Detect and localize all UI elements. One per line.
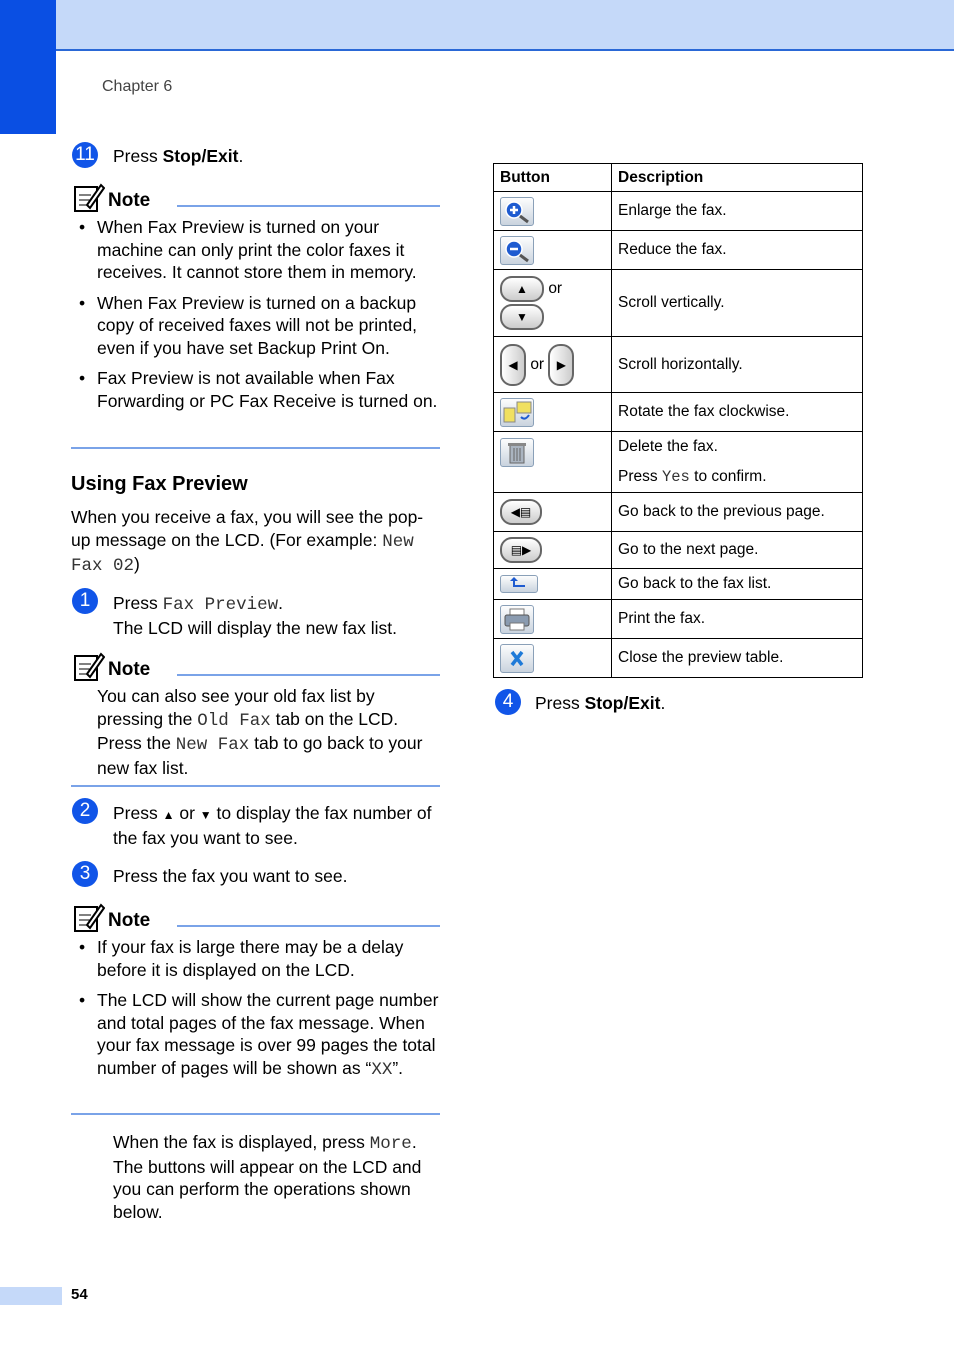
note-divider	[177, 674, 440, 676]
step-2-text: Press ▲ or ▼ to display the fax number of the fax you want to see.	[113, 803, 432, 848]
note-divider	[177, 925, 440, 927]
note-pencil-icon	[73, 652, 105, 682]
table-row	[494, 231, 863, 270]
table-row	[494, 192, 863, 231]
page-number-band	[0, 1287, 62, 1305]
step-number: 4	[495, 689, 521, 715]
step-number: 3	[72, 861, 98, 887]
note-end-rule	[71, 447, 440, 449]
step-number: 1	[72, 588, 98, 614]
step-3-text: Press the fax you want to see.	[113, 866, 348, 886]
note-2-body: You can also see your old fax list by pressing the Old Fax tab on the LCD. Press the New Fax tab to go back to your new fax list.	[97, 686, 423, 778]
list-item: • If your fax is large there may be a delay before it is displayed on the LCD.	[71, 936, 441, 981]
note-title: Note	[108, 910, 151, 931]
button-table	[493, 163, 863, 678]
note-pencil-icon	[73, 903, 105, 933]
table-header-row	[494, 164, 863, 192]
chapter-label: Chapter 6	[102, 78, 173, 95]
header-band	[0, 0, 954, 51]
left-right-arrows-icon: ◀ or ▶	[494, 337, 612, 393]
table-row	[494, 393, 863, 432]
table-cell: Reduce the fax.	[612, 231, 863, 270]
list-item: • Fax Preview is not available when Fax Forwarding or PC Fax Receive is turned on.	[71, 367, 441, 412]
step-11-text: Press Stop/Exit.	[113, 146, 244, 166]
table-cell: Enlarge the fax.	[612, 192, 863, 231]
table-row	[494, 493, 863, 532]
note-3-body	[71, 936, 441, 1089]
down-arrow-icon: ▼	[199, 808, 212, 822]
close-icon	[500, 644, 534, 673]
section-intro: When you receive a fax, you will see the pop-up message on the LCD. (For example: New Fax 02)	[71, 507, 424, 576]
table-cell: Scroll vertically.	[612, 270, 863, 337]
trash-icon	[500, 438, 534, 467]
table-row	[494, 337, 863, 393]
note-end-rule	[71, 785, 440, 787]
step-number: 11	[72, 142, 98, 168]
page-number: 54	[71, 1286, 88, 1303]
table-row	[494, 600, 863, 639]
table-row	[494, 270, 863, 337]
note-title: Note	[108, 190, 151, 211]
section-heading: Using Fax Preview	[71, 473, 248, 495]
table-row	[494, 532, 863, 569]
table-row	[494, 639, 863, 678]
zoom-in-icon	[500, 197, 534, 226]
table-cell: Go to the next page.	[612, 532, 863, 569]
note-title: Note	[108, 659, 151, 680]
chapter-tab	[0, 0, 56, 134]
zoom-out-icon	[500, 236, 534, 265]
table-cell: Close the preview table.	[612, 639, 863, 678]
table-row	[494, 432, 863, 493]
table-cell: Go back to the fax list.	[612, 569, 863, 600]
print-icon	[500, 605, 534, 634]
table-cell: Delete the fax. Press Yes to confirm.	[612, 432, 863, 493]
note-1-body	[71, 216, 441, 420]
step-number: 2	[72, 798, 98, 824]
note-divider	[177, 205, 440, 207]
list-item: • The LCD will show the current page number and total pages of the fax message. When your fax message is over 99 pages the total number of pages will be shown as “XX”.	[71, 989, 441, 1081]
table-row	[494, 569, 863, 600]
note-pencil-icon	[73, 183, 105, 213]
next-page-icon: ▤▶	[500, 537, 542, 563]
rotate-icon	[500, 398, 534, 427]
step-4-text: Press Stop/Exit.	[535, 693, 666, 713]
list-item: • When Fax Preview is turned on your machine can only print the color faxes it receives. It cannot store them in memory.	[71, 216, 441, 284]
more-paragraph: When the fax is displayed, press More. The buttons will appear on the LCD and you can perform the operations shown below.	[113, 1132, 422, 1222]
step-1-text: Press Fax Preview. The LCD will display the new fax list.	[113, 593, 397, 638]
table-cell: Go back to the previous page.	[612, 493, 863, 532]
table-cell: Scroll horizontally.	[612, 337, 863, 393]
column-header: Description	[612, 164, 863, 192]
column-header: Button	[494, 164, 612, 192]
list-item: • When Fax Preview is turned on a backup copy of received faxes will not be printed, even if you have set Backup Print On.	[71, 292, 441, 360]
table-cell: Print the fax.	[612, 600, 863, 639]
up-down-arrows-icon: ▲ or ▼	[494, 270, 612, 337]
back-icon	[500, 575, 538, 593]
prev-page-icon: ◀▤	[500, 499, 542, 525]
table-cell: Rotate the fax clockwise.	[612, 393, 863, 432]
note-end-rule	[71, 1113, 440, 1115]
up-arrow-icon: ▲	[162, 808, 175, 822]
